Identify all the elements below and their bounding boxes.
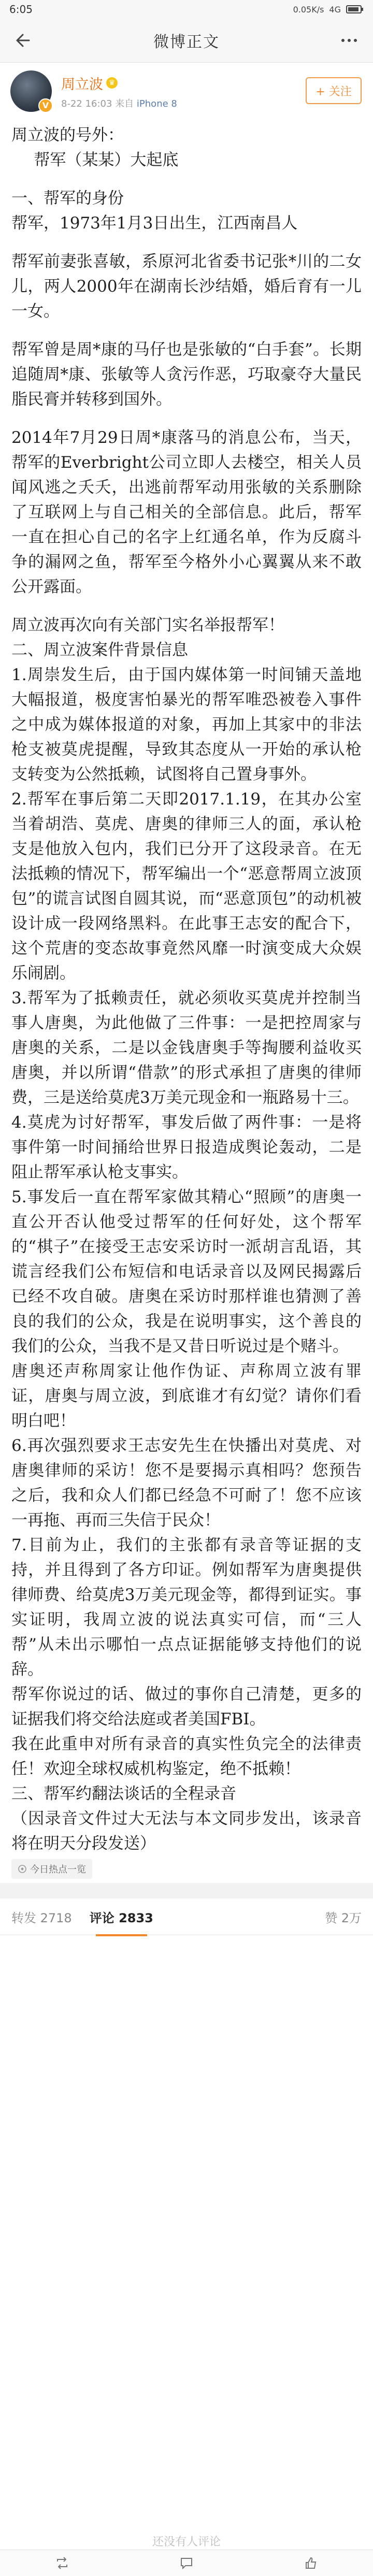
- post-paragraph: 7.目前为止，我们的主张都有录音等证据的支持，并且得到了各方印证。例如帮军为唐奥提供律师费、给莫虎3万美元现金等，都得到证实。事实证明，我周立波的说法真实可信，而“三人帮”从未出示哪怕一点点证据能够支持他们的说辞。: [11, 1536, 362, 1679]
- app-bar: [0, 19, 373, 63]
- post-body: [0, 120, 373, 1856]
- status-bar: [0, 0, 373, 19]
- back-arrow-icon: [13, 30, 34, 51]
- follow-button[interactable]: + 关注: [306, 77, 362, 104]
- post-paragraph: 二、周立波案件背景信息: [11, 641, 188, 659]
- post-time: 8-22 16:03: [61, 98, 112, 109]
- tab-repost[interactable]: 转发 2718: [11, 1910, 72, 1925]
- more-icon: [339, 30, 360, 51]
- post-paragraph: 3.帮军为了抵赖责任，就必须收买莫虎并控制当事人唐奥，为此他做了三件事：一是把控周家与唐奥的关系，二是以金钱唐奥手等掏腰利益收买唐奥，并以所谓“借款”的形式承担了唐奥的律师费，三是送给莫虎3万美元现金和一瓶路易十三。: [11, 989, 362, 1107]
- status-indicators: [293, 5, 364, 15]
- post-paragraph: 帮军，1973年1月3日出生，江西南昌人: [11, 214, 298, 233]
- bottom-action-bar: [0, 2550, 373, 2576]
- topic-tag[interactable]: [11, 1859, 92, 1879]
- post-paragraph: 周立波的号外：: [11, 126, 124, 145]
- post-meta: [61, 96, 177, 110]
- comments-empty-text: 还没有人评论: [152, 2536, 221, 2549]
- post-paragraph: 周立波再次向有关部门实名举报帮军！: [11, 616, 284, 635]
- comment-icon[interactable]: [179, 2555, 194, 2571]
- post-paragraph: 6.再次强烈要求王志安先生在快播出对莫虎、对唐奥律师的采访！您不是要揭示真相吗？您预告之后，我和众人们都已经急不可耐了！您不应该一再拖、再而三失信于民众！: [11, 1436, 362, 1530]
- signal-label: 4G: [329, 4, 341, 15]
- post-paragraph: （因录音文件过大无法与本文同步发出，该录音将在明天分段发送）: [11, 1809, 362, 1853]
- battery-icon: [346, 5, 364, 13]
- post-paragraph: 5.事发后一直在帮军家做其精心“照顾”的唐奥一直公开否认他受过帮军的任何好处，这个帮军的“棋子”在接受王志安采访时一派胡言乱语，其谎言经我们公布短信和电话录音以及网民揭露后已经不攻自破。唐奥在采访时那样谁也猜测了善良的我们的公众，我是在说明事实，这个善良的我们的公众，当我不是又昔日听说过是个赌斗。: [11, 1188, 362, 1356]
- post-paragraph: 2.帮军在事后第二天即2017.1.19，在其办公室当着胡浩、莫虎、唐奥的律师三人的面，承认枪支是他放入包内，我们已分开了这段录音。在无法抵赖的情况下，帮军编出一个“恶意帮周立波顶包”的谎言试图自圆其说，而“恶意顶包”的动机被设计成一段网络黑料。在此事王志安的配合下，这个荒唐的变态故事竟然风靡一时演变成大众娱乐闹剧。: [11, 790, 362, 983]
- post-device[interactable]: iPhone 8: [136, 98, 177, 109]
- post-paragraph: 4.莫虎为讨好帮军，事发后做了两件事：一是将事件第一时间捅给世界日报造成舆论轰动，二是阻止帮军承认枪支事实。: [11, 1113, 362, 1182]
- post-paragraph: 1.周崇发生后，由于国内媒体第一时间铺天盖地大幅报道，极度害怕暴光的帮军唯恐被卷入事件之中成为媒体报道的对象，再加上其家中的非法枪支被莫虎提醒，导致其态度从一开始的承认枪支转变为公然抵赖，试图将自己置身事外。: [11, 666, 362, 784]
- author-name-text: 周立波: [61, 76, 103, 93]
- member-crown-icon: ♛: [106, 77, 118, 89]
- post-paragraph: 帮军前妻张喜敏，系原河北省委书记张*川的二女儿，两人2000年在湖南长沙结婚，婚后育有一儿一女。: [11, 252, 362, 321]
- post-paragraph: 帮军（某某）大起底: [34, 151, 179, 169]
- section-divider: [0, 1883, 373, 1898]
- page-title: 微博正文: [153, 33, 220, 51]
- repost-icon[interactable]: [54, 2555, 70, 2571]
- post-paragraph: 唐奥还声称周家让他作伪证、声称周立波有罪证，唐奥与周立波，到底谁才有幻觉？请你们看明白吧！: [11, 1362, 362, 1430]
- tab-comment[interactable]: 评论 2833: [90, 1908, 153, 1926]
- network-speed: 0.05K/s: [293, 4, 324, 15]
- topic-icon: [18, 1864, 27, 1874]
- avatar[interactable]: [10, 70, 52, 112]
- author-header: [0, 63, 373, 120]
- topic-tag-label: 今日热点一览: [30, 1864, 86, 1875]
- more-button[interactable]: [334, 25, 365, 56]
- tab-like[interactable]: 赞 2万: [325, 1910, 362, 1925]
- post-paragraph: 一、帮军的身份: [11, 189, 124, 208]
- author-name[interactable]: [61, 73, 177, 93]
- post-paragraph: 帮军你说过的话、做过的事你自己清楚，更多的证据我们将交给法庭或者美国FBI。: [11, 1685, 362, 1729]
- back-button[interactable]: [8, 25, 39, 56]
- post-from-label: 来自: [115, 98, 134, 109]
- status-time: 6:05: [9, 3, 33, 16]
- post-paragraph: 三、帮军约翻法谈话的全程录音: [11, 1785, 236, 1803]
- interaction-tabs: [0, 1898, 373, 1935]
- post-paragraph: 2014年7月29日周*康落马的消息公布，当天，帮军的Everbright公司立即人去楼空，相关人员闻风逃之夭夭，出逃前帮军动用张敏的关系删除了互联网上与自己相关的全部信息。此后，帮军一直在担心自己的名字上红通名单，作为反腐斗争的漏网之鱼，帮军至今格外小心翼翼从来不敢公开露面。: [11, 428, 362, 596]
- verified-icon: V: [38, 98, 53, 113]
- post-paragraph: 帮军曾是周*康的马仔也是张敏的“白手套”。长期追随周*康、张敏等人贪污作恶，巧取豪夺大量民脂民膏并转移到国外。: [11, 340, 362, 409]
- post-paragraph: 我在此重申对所有录音的真实性负完全的法律责任！欢迎全球权威机构鉴定，绝不抵赖！: [11, 1735, 362, 1778]
- author-meta: [61, 73, 177, 110]
- like-icon[interactable]: [303, 2555, 319, 2571]
